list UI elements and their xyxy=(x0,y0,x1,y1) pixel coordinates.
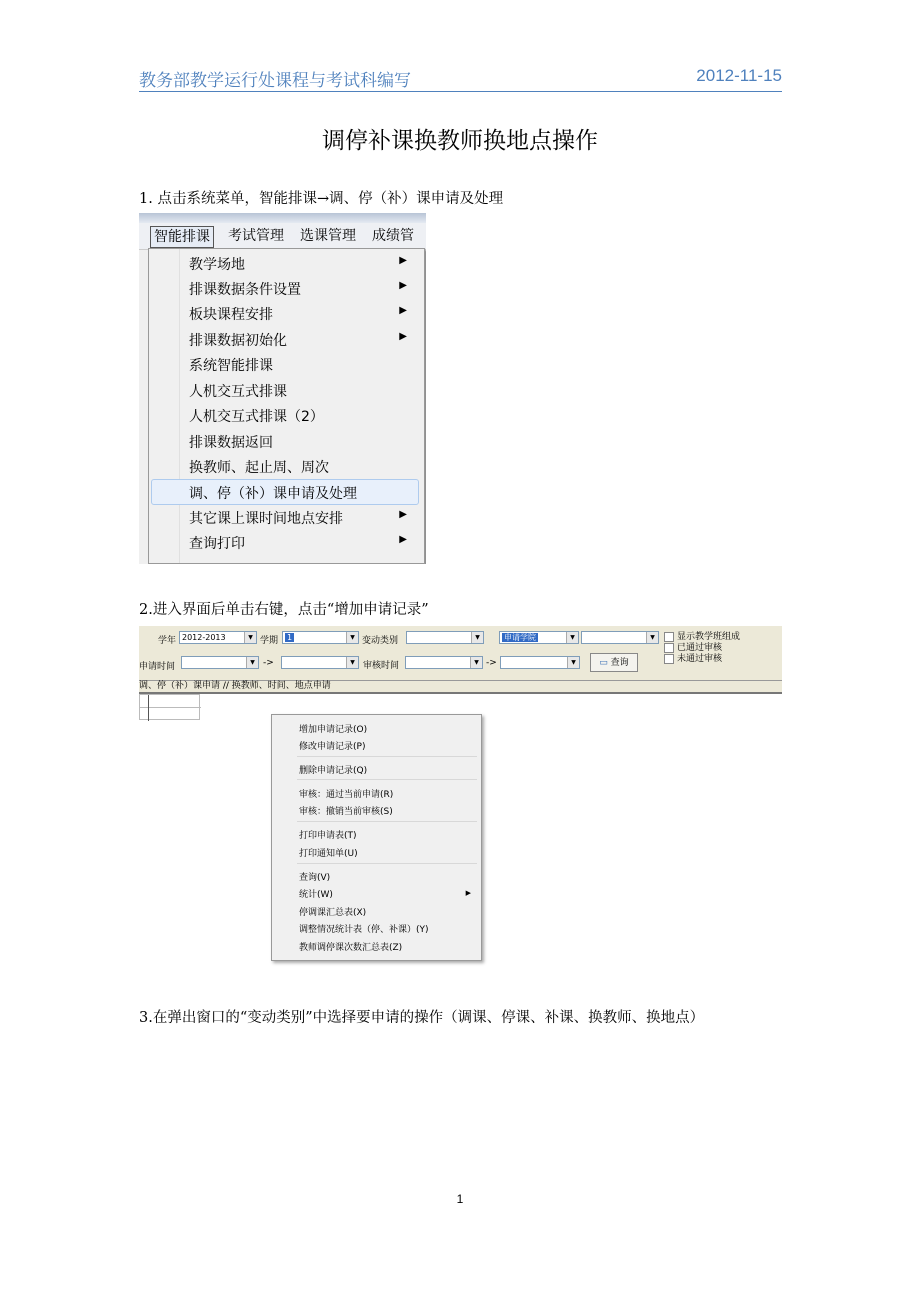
menu-item-auto-scheduling[interactable] xyxy=(149,352,423,376)
menu-item-label: 调、停（补）课申请及处理 xyxy=(189,486,357,502)
ctx-add-record[interactable]: 增加申请记录(O) xyxy=(299,725,368,735)
step-1-text: 1. 点击系统菜单，智能排课→调、停（补）课申请及处理 xyxy=(139,191,504,207)
menu-item-label: 人机交互式排课 xyxy=(189,384,287,400)
application-form-screenshot xyxy=(139,626,782,692)
ctx-print-application[interactable]: 打印申请表(T) xyxy=(299,831,357,841)
menu-item-other-time-place[interactable] xyxy=(149,505,423,529)
ctx-statistics[interactable]: 统计(W) xyxy=(299,890,333,900)
grid-row-line xyxy=(140,707,201,708)
year-select-value: 2012-2013 xyxy=(182,633,226,642)
dropdown-arrow-icon[interactable]: ▼ xyxy=(246,657,258,668)
records-grid[interactable] xyxy=(139,694,200,720)
apply-time-from[interactable] xyxy=(181,656,259,669)
form-divider xyxy=(139,692,782,694)
menu-separator xyxy=(297,821,477,822)
menu-screenshot xyxy=(139,213,426,564)
submenu-arrow-icon: ▶ xyxy=(399,255,407,266)
submenu-arrow-icon: ▶ xyxy=(399,331,407,342)
checkbox-icon[interactable] xyxy=(664,654,674,664)
menu-item-block-course[interactable] xyxy=(149,301,423,325)
year-select[interactable] xyxy=(179,631,257,644)
dropdown-arrow-icon[interactable]: ▼ xyxy=(346,632,358,643)
dropdown-arrow-icon[interactable]: ▼ xyxy=(470,657,482,668)
term-label: 学期 xyxy=(260,636,279,646)
change-type-label: 变动类别 xyxy=(362,636,399,646)
apply-college-value: 申请学院 xyxy=(504,633,536,642)
ctx-edit-record[interactable]: 修改申请记录(P) xyxy=(299,742,366,752)
year-label: 学年 xyxy=(158,636,177,646)
term-select-value: 1 xyxy=(287,633,293,642)
dropdown-arrow-icon[interactable]: ▼ xyxy=(244,632,256,643)
menu-item-condition-settings[interactable] xyxy=(149,276,423,300)
step-2-text: 2.进入界面后单击右键，点击“增加申请记录” xyxy=(139,602,429,618)
menu-item-label: 人机交互式排课（2） xyxy=(189,409,324,425)
menu-item-label: 排课数据条件设置 xyxy=(189,282,301,298)
context-menu xyxy=(271,714,482,961)
scheduling-dropdown xyxy=(148,248,425,564)
ctx-delete-record[interactable]: 删除申请记录(Q) xyxy=(299,766,368,776)
ctx-print-notice[interactable]: 打印通知单(U) xyxy=(299,849,358,859)
menu-item-teaching-venue[interactable] xyxy=(149,251,423,275)
ctx-revoke-approval[interactable]: 审核：撤销当前审核(S) xyxy=(299,807,393,817)
extra-filter-select[interactable] xyxy=(581,631,659,644)
review-time-from[interactable] xyxy=(405,656,483,669)
dropdown-arrow-icon[interactable]: ▼ xyxy=(646,632,658,643)
ctx-teacher-count-summary[interactable]: 教师调停课次数汇总表(Z) xyxy=(299,943,403,953)
apply-time-to[interactable] xyxy=(281,656,359,669)
menu-item-label: 其它课上课时间地点安排 xyxy=(189,511,343,527)
menu-item-data-init[interactable] xyxy=(149,327,423,351)
menu-grade-management[interactable]: 成绩管 xyxy=(372,228,414,244)
menu-item-query-print[interactable] xyxy=(149,530,423,554)
menu-separator xyxy=(297,756,477,757)
menu-item-label: 板块课程安排 xyxy=(189,307,273,323)
page-header-left: 教务部教学运行处课程与考试科编写 xyxy=(139,71,411,91)
term-select[interactable] xyxy=(282,631,359,644)
menu-item-label: 系统智能排课 xyxy=(189,358,273,374)
range-arrow: -> xyxy=(486,658,497,668)
query-button[interactable] xyxy=(590,653,638,672)
document-title: 调停补课换教师换地点操作 xyxy=(322,128,598,154)
menu-separator xyxy=(297,863,477,864)
header-rule xyxy=(139,91,782,92)
tab-label: 调、停（补）课申请 // 换教师、时间、地点申请 xyxy=(139,681,334,691)
menu-item-interactive-scheduling[interactable] xyxy=(149,378,423,402)
query-icon: ▭ xyxy=(599,658,611,668)
not-passed-review-checkbox[interactable] xyxy=(664,651,722,664)
dropdown-arrow-icon[interactable]: ▼ xyxy=(566,632,578,643)
step-3-text: 3.在弹出窗口的“变动类别”中选择要申请的操作（调课、停课、补课、换教师、换地点） xyxy=(139,1010,705,1026)
grid-row-header xyxy=(148,695,149,721)
menu-separator xyxy=(297,779,477,780)
apply-college-select[interactable] xyxy=(499,631,579,644)
ctx-summary-table[interactable]: 停调课汇总表(X) xyxy=(299,908,367,918)
page-number: 1 xyxy=(456,1192,464,1206)
menu-item-label: 换教师、起止周、周次 xyxy=(189,460,329,476)
title-bar-strip xyxy=(139,213,426,223)
checkbox-label: 显示教学班组成 xyxy=(677,632,741,642)
ctx-approve-current[interactable]: 审核：通过当前申请(R) xyxy=(299,790,394,800)
menu-item-data-return[interactable] xyxy=(149,429,423,453)
query-button-label: 查询 xyxy=(610,658,629,668)
submenu-arrow-icon: ▶ xyxy=(399,280,407,291)
submenu-arrow-icon: ▶ xyxy=(465,889,471,897)
dropdown-arrow-icon[interactable]: ▼ xyxy=(346,657,358,668)
checkbox-label: 未通过审核 xyxy=(677,654,723,664)
page-header-date: 2012-11-15 xyxy=(696,66,782,85)
menu-item-label: 教学场地 xyxy=(189,257,245,273)
review-time-label: 审核时间 xyxy=(363,661,400,671)
ctx-adjustment-stats[interactable]: 调整情况统计表（停、补课）(Y) xyxy=(299,925,429,935)
ctx-query[interactable]: 查询(V) xyxy=(299,873,331,883)
tab-strip[interactable] xyxy=(139,680,782,692)
submenu-arrow-icon: ▶ xyxy=(399,534,407,545)
checkbox-label: 已通过审核 xyxy=(677,643,723,653)
range-arrow: -> xyxy=(263,658,274,668)
menu-smart-scheduling[interactable]: 智能排课 xyxy=(150,226,214,248)
menu-item-interactive-scheduling-2[interactable] xyxy=(149,403,423,427)
menu-exam-management[interactable]: 考试管理 xyxy=(228,228,284,244)
submenu-arrow-icon: ▶ xyxy=(399,509,407,520)
dropdown-arrow-icon[interactable]: ▼ xyxy=(567,657,579,668)
menu-item-label: 查询打印 xyxy=(189,536,245,552)
change-type-select[interactable] xyxy=(406,631,484,644)
menu-item-adjust-suspend-apply[interactable] xyxy=(151,479,419,505)
menu-course-selection[interactable]: 选课管理 xyxy=(300,228,356,244)
review-time-to[interactable] xyxy=(500,656,580,669)
menu-item-label: 排课数据返回 xyxy=(189,435,273,451)
menu-item-change-teacher-weeks[interactable] xyxy=(149,454,423,478)
menu-item-label: 排课数据初始化 xyxy=(189,333,287,349)
dropdown-arrow-icon[interactable]: ▼ xyxy=(471,632,483,643)
apply-time-label: 申请时间 xyxy=(139,662,176,672)
submenu-arrow-icon: ▶ xyxy=(399,305,407,316)
